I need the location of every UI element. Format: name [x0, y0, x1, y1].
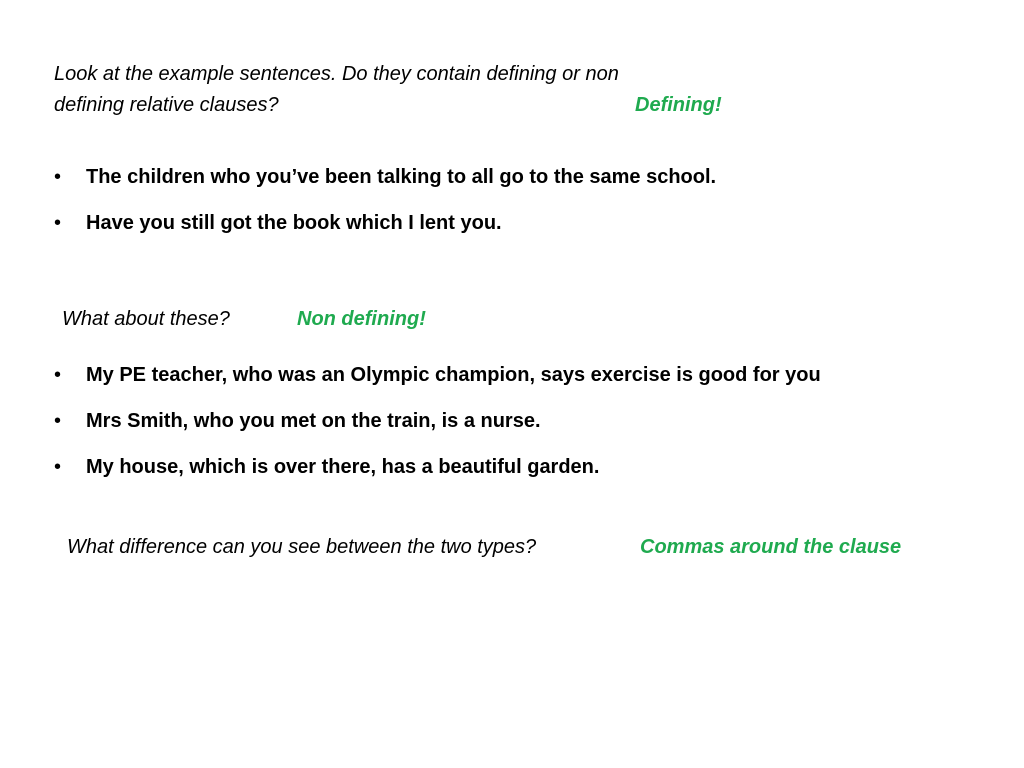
list-item [54, 408, 541, 434]
example-sentence: My house, which is over there, has a beautiful garden. [86, 456, 600, 478]
bullet-icon: • [54, 410, 62, 432]
answer-commas: Commas around the clause [640, 536, 902, 558]
example-sentence: My PE teacher, who was an Olympic champion, says exercise is good for you [86, 364, 821, 386]
bullet-icon: • [54, 364, 62, 386]
bullet-icon: • [54, 456, 62, 478]
answer-non-defining: Non defining! [297, 308, 426, 330]
list-item [54, 454, 599, 480]
example-sentence: Mrs Smith, who you met on the train, is a nurse. [86, 410, 541, 432]
answer-defining: Defining! [635, 94, 722, 116]
question-3: What difference can you see between the two types? [67, 536, 537, 558]
question-1-line-1: Look at the example sentences. Do they contain defining or non [54, 63, 619, 85]
question-1-line-2: defining relative clauses? [54, 94, 279, 116]
list-item [54, 164, 716, 190]
list-item [54, 362, 821, 388]
list-item [54, 210, 502, 236]
bullet-icon: • [54, 166, 62, 188]
example-sentence: Have you still got the book which I lent you. [86, 212, 502, 234]
question-2: What about these? [62, 308, 230, 330]
bullet-icon: • [54, 212, 62, 234]
example-sentence: The children who you’ve been talking to all go to the same school. [86, 166, 717, 188]
